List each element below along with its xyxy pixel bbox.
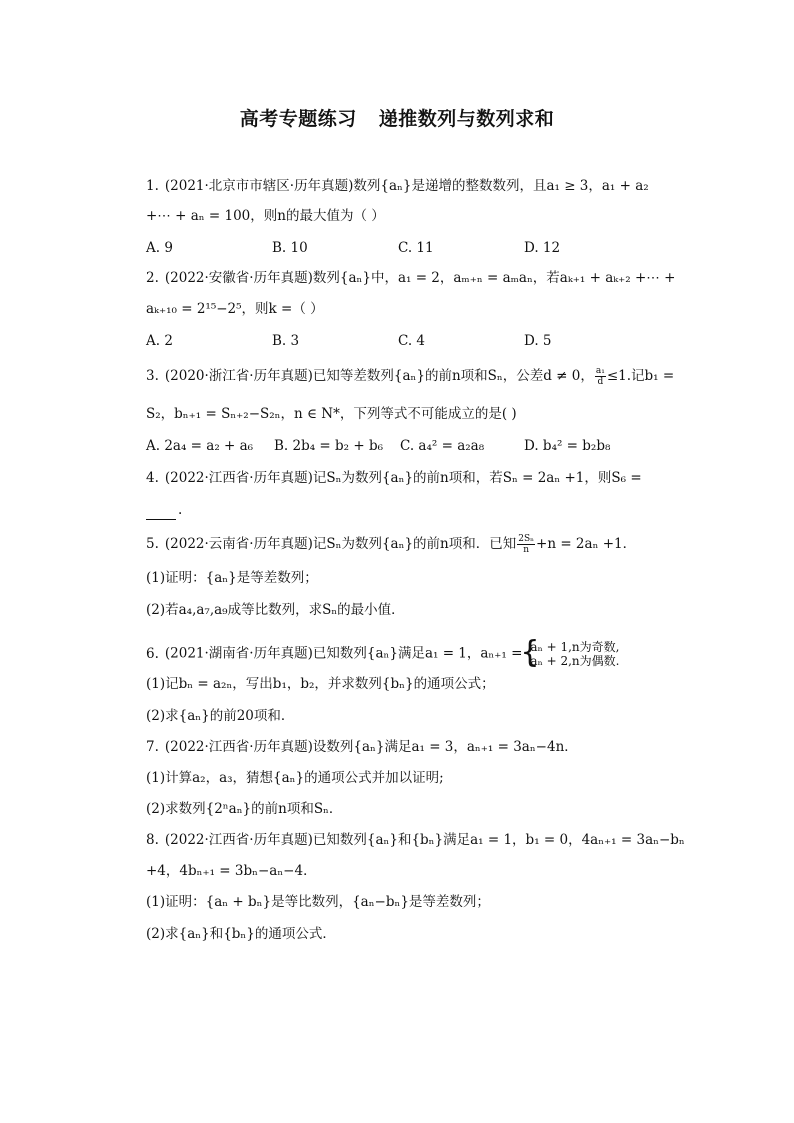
question-5-line-1: [146, 534, 636, 555]
question-2-option-d: D. 5: [524, 333, 552, 349]
question-1-option-a: A. 9: [146, 240, 173, 256]
question-7-sub-1: (1)计算a₂，a₃，猜想{aₙ}的通项公式并加以证明;: [146, 770, 444, 786]
question-4-line-2: [146, 500, 182, 520]
question-3-fraction-denominator: d: [597, 377, 604, 387]
question-8-number: 8.: [146, 832, 159, 848]
question-5-fraction: [517, 534, 535, 555]
question-8-source: (2022·江西省·历年真题): [164, 832, 313, 848]
question-7-number: 7.: [146, 739, 159, 755]
question-6-text-a: 已知数列{aₙ}满足a₁ = 1，aₙ₊₁ =: [312, 645, 523, 662]
question-8-sub-1: (1)证明：{aₙ + bₙ}是等比数列，{aₙ−bₙ}是等差数列；: [146, 894, 490, 910]
question-3-text-a2: ≤1.记b₁ =: [606, 368, 675, 384]
question-4-source: (2022·江西省·历年真题): [164, 470, 313, 486]
question-6-piecewise: [522, 640, 619, 668]
question-1-source: (2021·北京市市辖区·历年真题): [164, 178, 354, 194]
question-7-sub-2: (2)求数列{2ⁿaₙ}的前n项和Sₙ．: [146, 801, 343, 817]
question-3-option-c: C. a₄² = a₂a₈: [400, 438, 485, 454]
question-5-sub-2: (2)若a₄,a₇,a₉成等比数列，求Sₙ的最小值．: [146, 602, 405, 618]
question-2-line-1: [146, 268, 675, 288]
question-8-text-a: 已知数列{aₙ}和{bₙ}满足a₁ = 1，b₁ = 0，4aₙ₊₁ = 3aₙ−bₙ: [312, 832, 685, 848]
question-8-sub-2: (2)求{aₙ}和{bₙ}的通项公式．: [146, 926, 336, 942]
question-6-sub-1: (1)记bₙ = a₂ₙ，写出b₁，b₂，并求数列{bₙ}的通项公式；: [146, 676, 495, 692]
question-4-text-a: 记Sₙ为数列{aₙ}的前n项和，若Sₙ = 2aₙ +1，则S₆ =: [312, 470, 642, 486]
title-part-2: 递推数列与数列求和: [378, 108, 555, 130]
question-2-number: 2.: [146, 270, 159, 286]
question-8-line-1: [146, 830, 685, 850]
answer-blank[interactable]: [146, 507, 176, 520]
question-3-fraction: [595, 366, 606, 387]
question-1-option-b: B. 10: [272, 240, 308, 256]
question-2-option-a: A. 2: [146, 333, 173, 349]
question-3-source: (2020·浙江省·历年真题): [164, 368, 313, 384]
question-6-number: 6.: [146, 645, 159, 662]
question-4-text-b: .: [178, 502, 183, 518]
question-5-source: (2022·云南省·历年真题): [164, 536, 313, 552]
question-6-case-2: aₙ + 2,n为偶数.: [530, 654, 620, 668]
question-4-line-1: [146, 468, 642, 488]
question-1-line-2: +⋯ + aₙ = 100，则n的最大值为（ ）: [146, 208, 385, 224]
question-3-option-b: B. 2b₄ = b₂ + b₆: [274, 438, 384, 454]
question-2-option-c: C. 4: [398, 333, 426, 349]
question-3-option-a: A. 2a₄ = a₂ + a₆: [146, 438, 254, 454]
question-6-source: (2021·湖南省·历年真题): [164, 645, 313, 662]
question-5-text-a2: +n = 2aₙ +1．: [536, 536, 637, 552]
question-3-option-d: D. b₄² = b₂b₈: [524, 438, 611, 454]
question-5-fraction-numerator: 2Sₙ: [518, 534, 535, 544]
question-3-text-a: 已知等差数列{aₙ}的前n项和Sₙ，公差d ≠ 0，: [312, 368, 594, 384]
question-2-text-a: 数列{aₙ}中，a₁ = 2，aₘ₊ₙ = aₘaₙ，若aₖ₊₁ + aₖ₊₂ +⋯ +: [312, 270, 676, 286]
question-5-sub-1: (1)证明：{aₙ}是等差数列；: [146, 570, 318, 586]
question-1-number: 1.: [146, 178, 159, 194]
page-title: [0, 104, 794, 131]
question-3-line-1: [146, 366, 674, 387]
question-8-line-2: +4，4bₙ₊₁ = 3bₙ−aₙ−4．: [146, 863, 317, 879]
question-3-line-2: S₂，bₙ₊₁ = Sₙ₊₂−S₂ₙ，n ∈ N*，下列等式不可能成立的是( ): [146, 406, 517, 422]
question-3-number: 3.: [146, 368, 159, 384]
title-part-1: 高考专题练习: [239, 108, 357, 130]
question-2-line-2: aₖ₊₁₀ = 2¹⁵−2⁵，则k =（ ）: [146, 301, 324, 317]
question-2-option-b: B. 3: [272, 333, 300, 349]
question-7-line-1: [146, 737, 578, 757]
question-5-fraction-denominator: n: [523, 545, 530, 555]
question-1-option-c: C. 11: [398, 240, 434, 256]
question-4-number: 4.: [146, 470, 159, 486]
question-7-source: (2022·江西省·历年真题): [164, 739, 313, 755]
question-7-text-a: 设数列{aₙ}满足a₁ = 3，aₙ₊₁ = 3aₙ−4n．: [312, 739, 578, 755]
question-6-sub-2: (2)求{aₙ}的前20项和．: [146, 708, 295, 724]
question-5-text-a: 记Sₙ为数列{aₙ}的前n项和．已知: [312, 536, 517, 552]
question-6-case-1: { aₙ + 1,n为奇数,: [530, 640, 620, 654]
question-1-option-d: D. 12: [524, 240, 561, 256]
question-3-fraction-numerator: a₁: [595, 366, 605, 376]
question-6-line-1: [146, 640, 619, 668]
question-1-line-1: [146, 176, 649, 196]
question-5-number: 5.: [146, 536, 159, 552]
question-1-text-a: 数列{aₙ}是递增的整数数列，且a₁ ≥ 3，a₁ + a₂: [353, 178, 649, 194]
question-2-source: (2022·安徽省·历年真题): [164, 270, 313, 286]
